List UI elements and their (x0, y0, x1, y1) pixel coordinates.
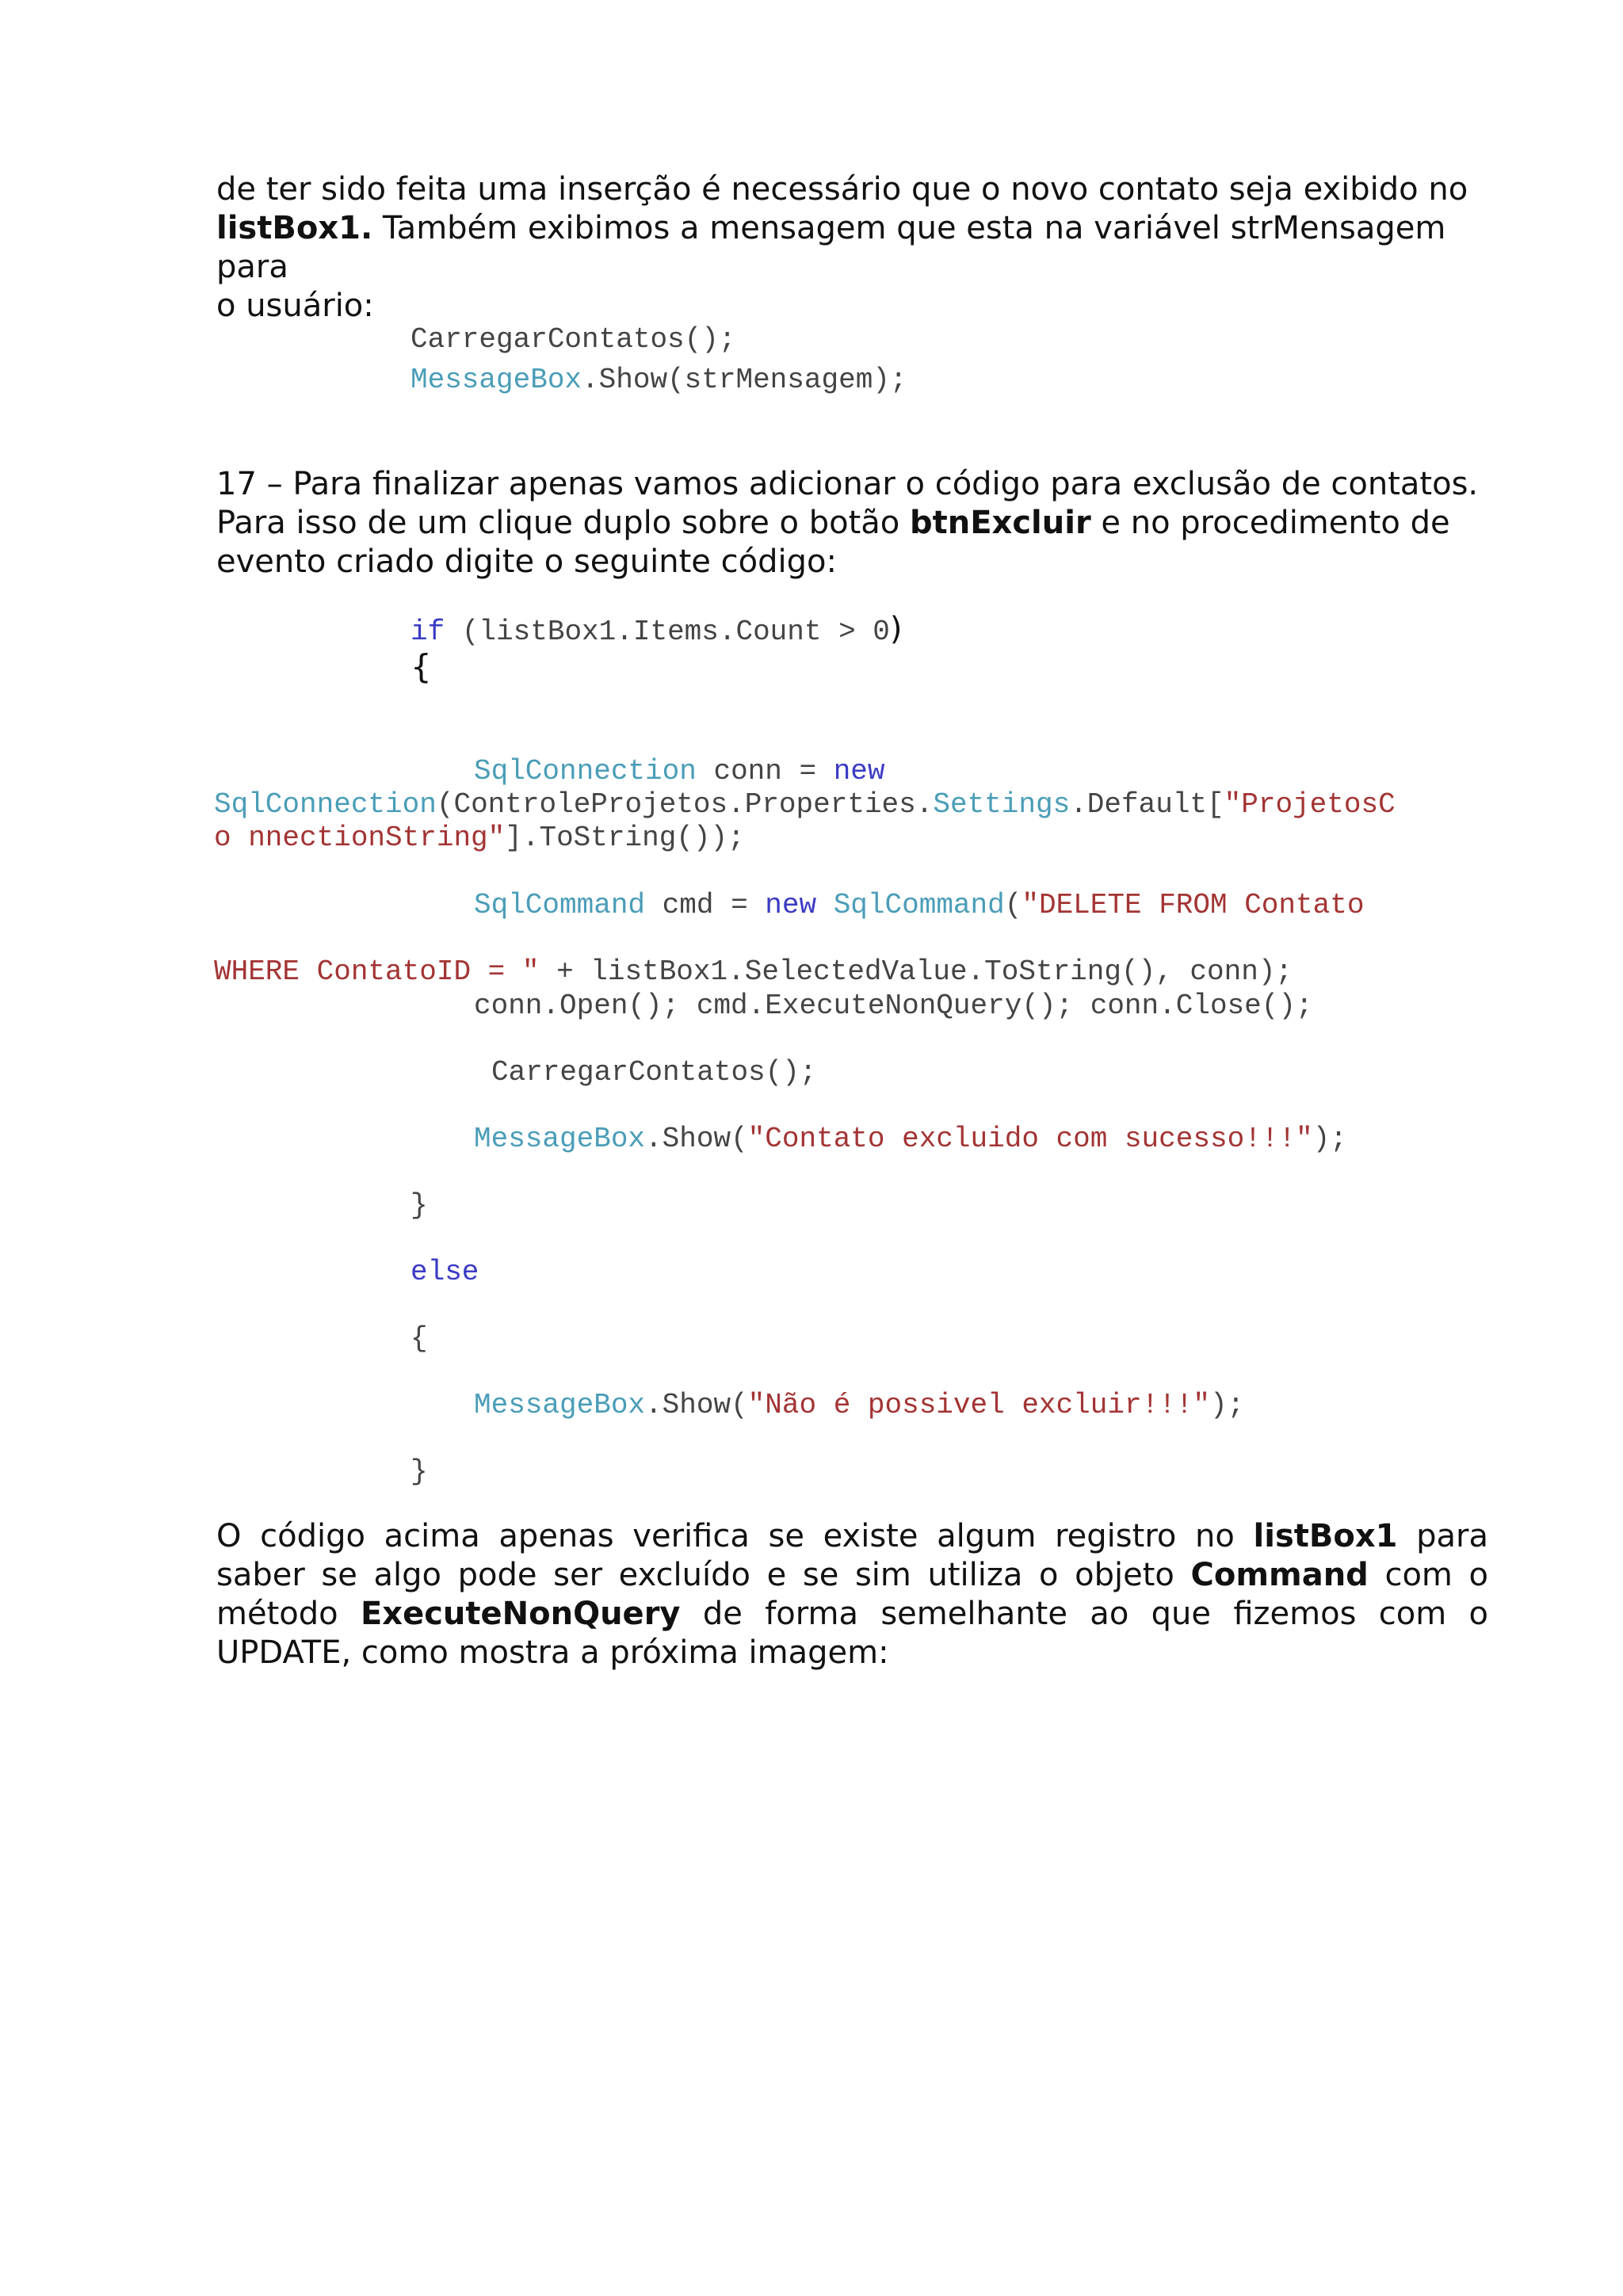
code-close-brace-2: } (411, 1455, 428, 1488)
outro-paragraph: O código acima apenas verifica se existe algum registro no listBox1 para saber se algo pode ser excluído e se sim utiliza o objeto Command com o método ExecuteNonQuery de forma semelhante ao que fizemos com o UPDATE, como mostra a próxima imagem: (216, 1518, 1489, 1671)
code-sqlconnection-line-3: o nnectionString"].ToString()); (214, 822, 745, 854)
code-open-brace: { (411, 647, 432, 686)
intro-paragraph (216, 170, 1488, 326)
listbox1-bold: listBox1. (216, 210, 373, 246)
code-messagebox-success: MessageBox.Show("Contato excluido com sucesso!!!"); (474, 1123, 1347, 1155)
code-messagebox-error: MessageBox.Show("Não é possivel excluir!!!"); (474, 1389, 1245, 1421)
executenonquery-bold: ExecuteNonQuery (360, 1596, 681, 1632)
code-close-brace-1: } (411, 1189, 428, 1222)
step17-paragraph: 17 – Para finalizar apenas vamos adicionar o código para exclusão de contatos. Para isso de um clique duplo sobre o botão btnExcluir e no procedimento de evento criado digite o seguinte código: (216, 466, 1479, 580)
code-sqlconnection-line-1: SqlConnection conn = new (474, 755, 885, 788)
code-exec-line: conn.Open(); cmd.ExecuteNonQuery(); conn.Close(); (474, 990, 1313, 1022)
code-sqlconnection-line-2: SqlConnection(ControleProjetos.Properties.Settings.Default["ProjetosC (214, 788, 1396, 821)
code-if-line: if (listBox1.Items.Count > 0) (411, 611, 903, 648)
code-line: MessageBox.Show(strMensagem); (411, 364, 907, 396)
code-block-1 (411, 319, 907, 400)
code-sqlcommand-line-1: SqlCommand cmd = new SqlCommand("DELETE FROM Contato (474, 889, 1365, 921)
code-reload-line: CarregarContatos(); (491, 1056, 817, 1089)
intro-line-3: o usuário: (216, 288, 374, 324)
step17-line-3: evento criado digite o seguinte código: (216, 543, 837, 580)
btnexcluir-bold: btnExcluir (909, 505, 1091, 541)
command-bold: Command (1190, 1557, 1369, 1593)
code-open-brace-2: { (411, 1322, 428, 1355)
code-else-line: else (411, 1256, 479, 1288)
code-line: CarregarContatos(); (411, 323, 736, 356)
step17-line-1: 17 – Para finalizar apenas vamos adicionar o código para exclusão de contatos. (216, 466, 1479, 502)
intro-line-1: de ter sido feita uma inserção é necessário que o novo contato seja exibido no (216, 171, 1468, 208)
listbox1-bold-2: listBox1 (1253, 1518, 1398, 1554)
intro-line-2: Também exibimos a mensagem que esta na variável strMensagem para (216, 210, 1446, 285)
code-sqlcommand-line-2: WHERE ContatoID = " + listBox1.SelectedValue.ToString(), conn); (214, 955, 1293, 988)
